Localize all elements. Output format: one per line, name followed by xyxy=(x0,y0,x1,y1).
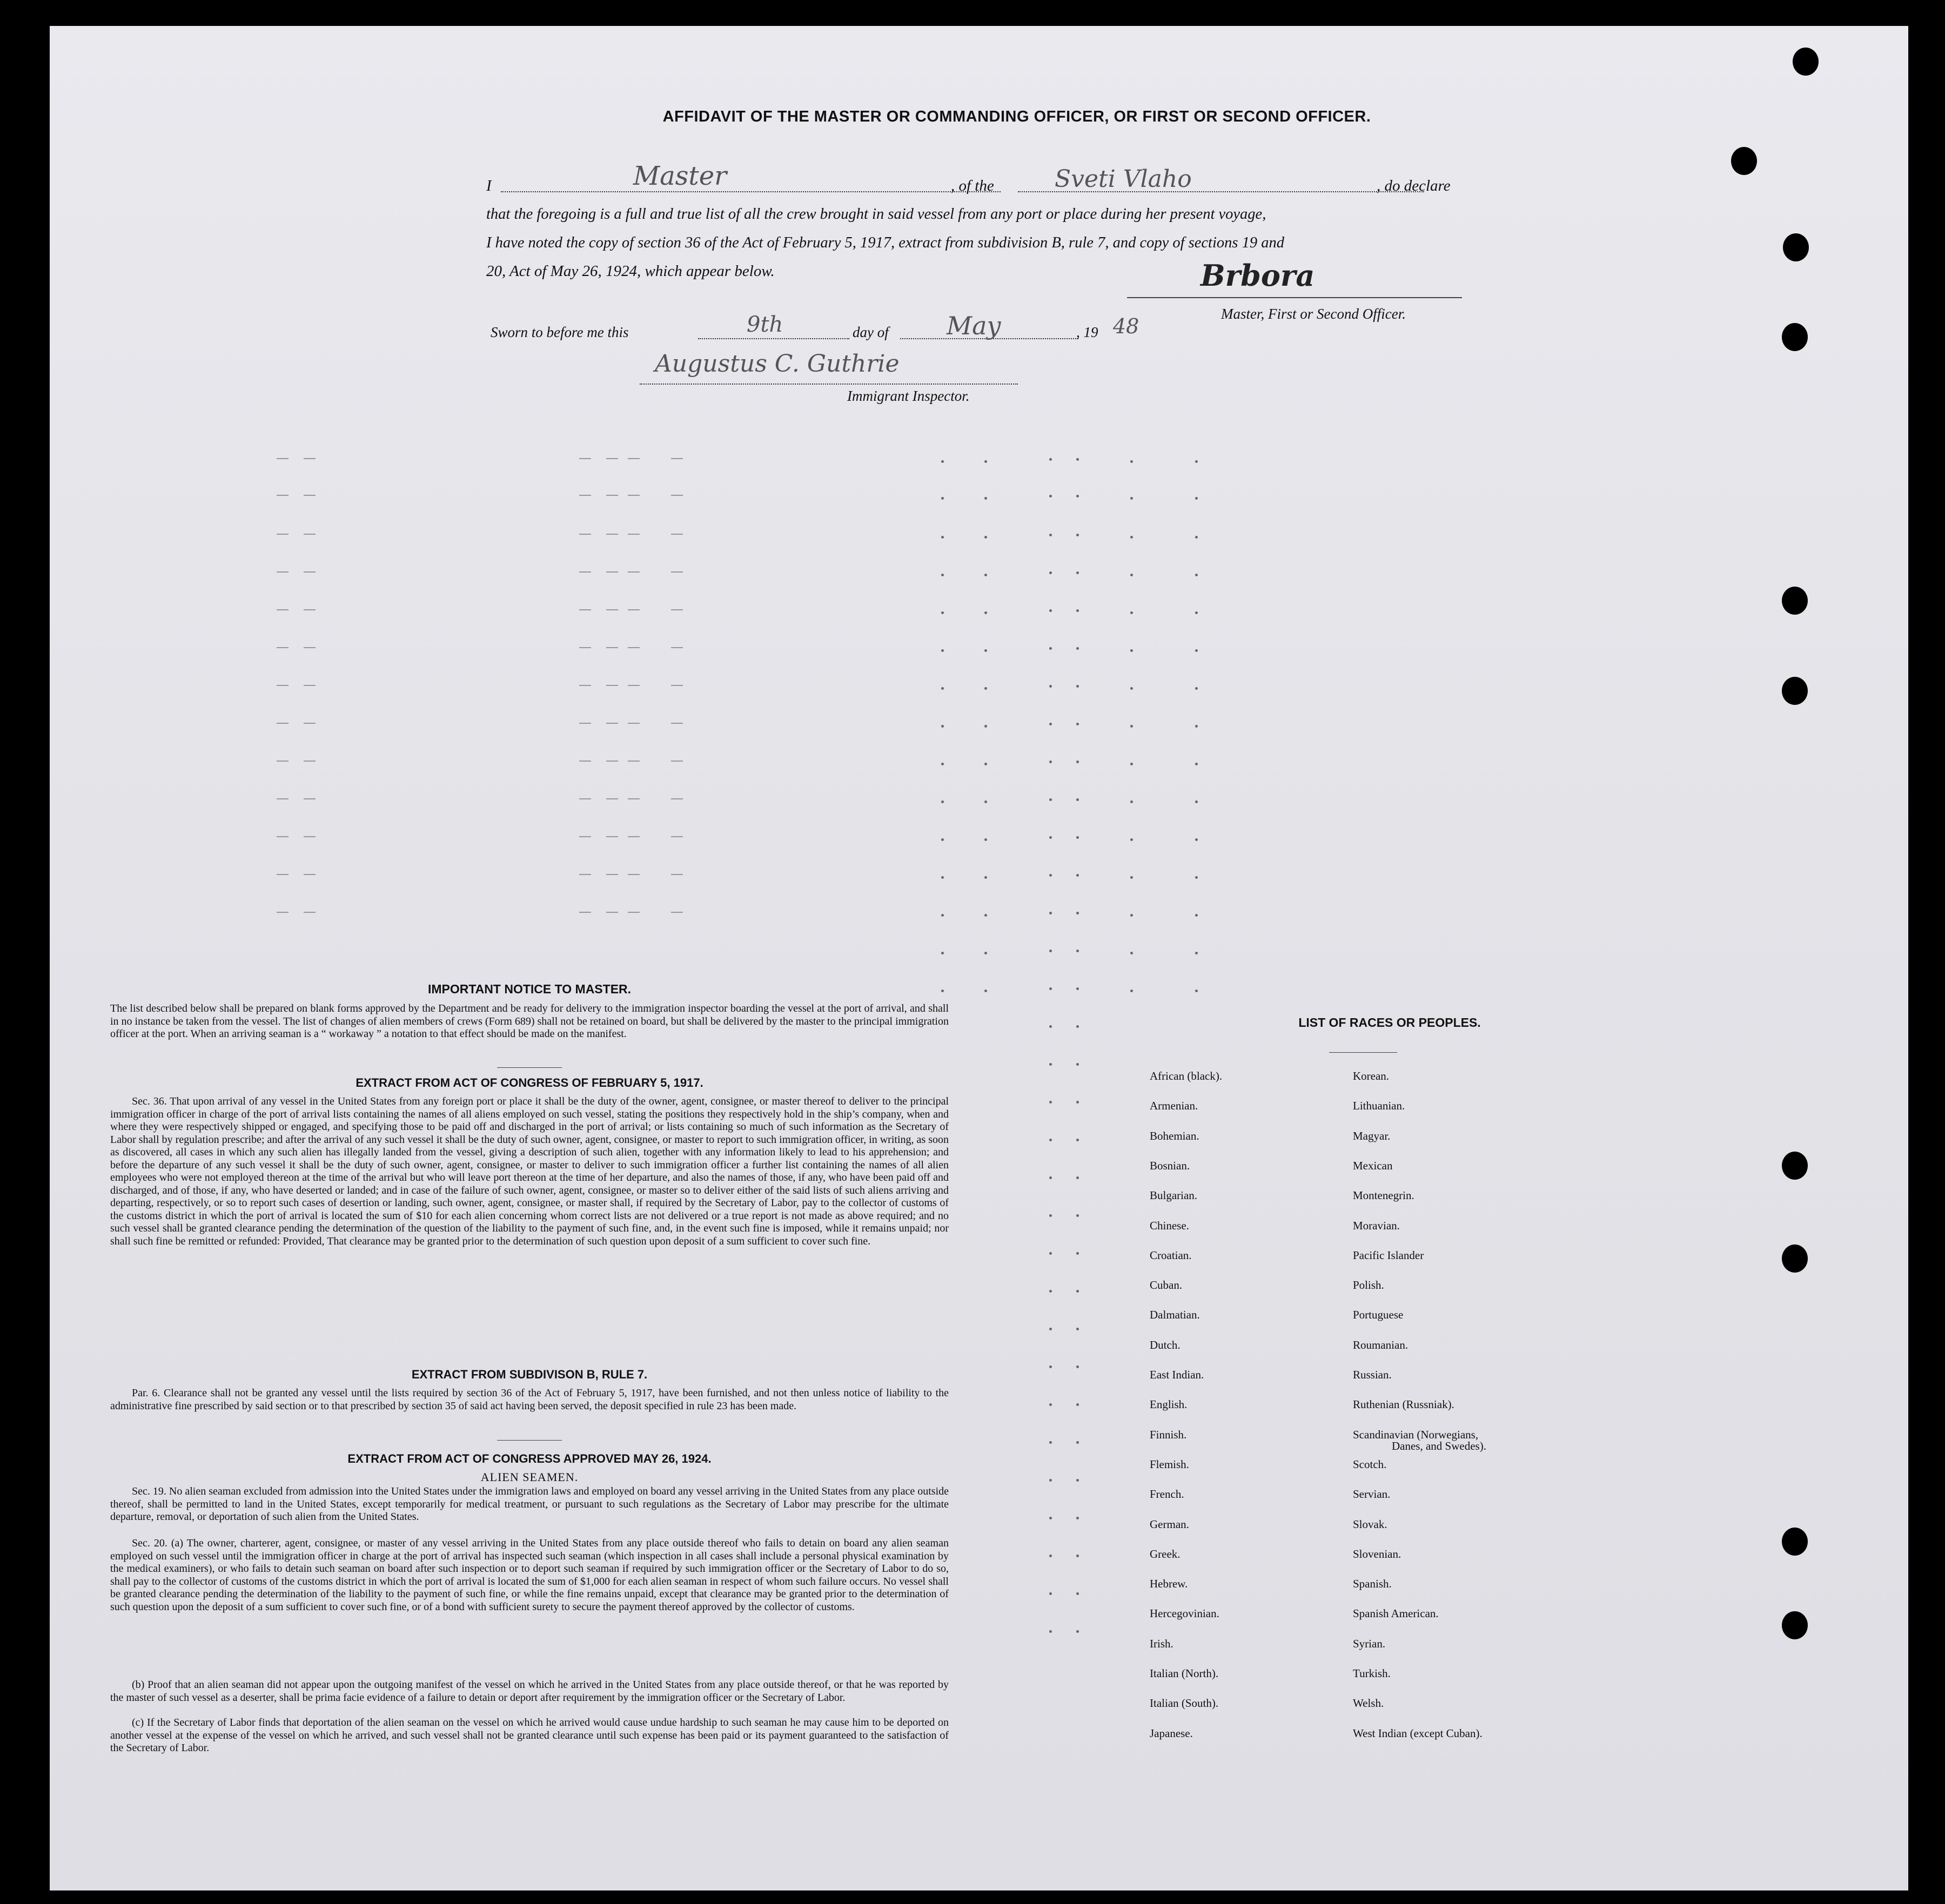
bleed-through-dot xyxy=(1076,1252,1079,1255)
bleed-through-dash xyxy=(277,874,289,875)
extract3-sec20a: Sec. 20. (a) The owner, charterer, agent, consignee, or master of any vessel arriving in the United States from any place outside thereof who fails to detain on board any alien seaman employed on such vessel until the immigration officer in charge at the port of arrival has inspected such seaman (which inspection in all cases shall include a personal physical examination by the medical examiners), or who fails to detain such seaman on board after such inspection or to deport such seaman if required by such immigration officer or the Secretary of Labor to do so, shall pay to the collector of customs of the customs district in which the port of arrival is located the sum of $1,000 for each alien seaman in respect of whom such failure occurs. No vessel shall be granted clearance pending the determination of the liability to the payment of such fine, or while the fine remains unpaid, except that clearance may be granted prior to the determination of such question upon the deposit of a sum sufficient to cover such fine, or of a bond with sufficient surety to secure the payment thereof approved by the collector of customs. xyxy=(110,1537,949,1613)
race-item: Flemish. xyxy=(1150,1457,1189,1471)
bleed-through-dot xyxy=(941,800,944,803)
race-item: Servian. xyxy=(1353,1488,1391,1501)
bleed-through-dot xyxy=(1049,912,1052,914)
bleed-through-dash xyxy=(606,534,618,535)
bleed-through-dot xyxy=(1076,1403,1079,1406)
rank-handwritten: Master xyxy=(633,161,727,191)
bleed-through-dot xyxy=(1076,1290,1079,1293)
bleed-through-dot xyxy=(984,460,987,463)
bleed-through-dot xyxy=(1076,798,1079,801)
bleed-through-dash xyxy=(628,761,640,762)
race-item: Mexican xyxy=(1353,1159,1393,1172)
bleed-through-dash xyxy=(304,723,316,724)
bleed-through-dash xyxy=(628,912,640,913)
bleed-through-dot xyxy=(1076,458,1079,461)
bleed-through-dot xyxy=(1130,536,1133,539)
bleed-through-dash xyxy=(277,571,289,573)
bleed-through-dot xyxy=(1195,497,1198,500)
bleed-through-dot xyxy=(1130,800,1133,803)
bleed-through-dash xyxy=(628,798,640,799)
bleed-through-dot xyxy=(984,536,987,539)
races-divider xyxy=(1329,1052,1397,1053)
race-item: Japanese. xyxy=(1150,1726,1193,1740)
bleed-through-dot xyxy=(1049,685,1052,688)
extract2-body: Par. 6. Clearance shall not be granted any vessel until the lists required by section 36 of the Act of February 5, 1917, have been furnished, and not then unless notice of liability to the administrative fine prescribed by said section or to that prescribed by section 35 of said act having been served, the deposit specified in rule 23 has been made. xyxy=(110,1387,949,1412)
extract3-title: EXTRACT FROM ACT OF CONGRESS APPROVED MAY 26, 1924. xyxy=(347,1452,712,1465)
affidavit-of-the: , of the xyxy=(951,177,994,194)
race-item: Portuguese xyxy=(1353,1308,1404,1322)
inspector-underline xyxy=(640,384,1018,385)
race-item: Ruthenian (Russniak). xyxy=(1353,1398,1454,1411)
bleed-through-dot xyxy=(1195,952,1198,954)
race-item: African (black). xyxy=(1150,1069,1223,1082)
rank-underline xyxy=(501,191,1001,192)
race-item: Cuban. xyxy=(1150,1279,1183,1292)
race-item: Hercegovinian. xyxy=(1150,1607,1219,1620)
bleed-through-dot xyxy=(984,574,987,576)
bleed-through-dot xyxy=(1130,838,1133,841)
bleed-through-dash xyxy=(671,647,683,648)
sworn-year-prefix: , 19 xyxy=(1076,324,1098,340)
extract3-sec19: Sec. 19. No alien seaman excluded from admission into the United States under the immigration laws and employed on board any vessel arriving in the United States from any place outside thereof, shall be permitted to land in the United States, except temporarily for medical treatment, or pursuant to such regulations as the Secretary of Labor may prescribe for the ultimate departure, removal, or deportation of such alien from the United States. xyxy=(110,1485,949,1523)
bleed-through-dot xyxy=(1049,1139,1052,1141)
bleed-through-dash xyxy=(304,685,316,686)
sworn-day-of: day of xyxy=(853,324,889,340)
bleed-through-dot xyxy=(1130,876,1133,879)
bleed-through-dash xyxy=(671,685,683,686)
bleed-through-dash xyxy=(304,798,316,799)
officer-signature-caption: Master, First or Second Officer. xyxy=(1221,306,1406,322)
bleed-through-dot xyxy=(941,497,944,500)
bleed-through-dot xyxy=(1049,1592,1052,1595)
race-item: East Indian. xyxy=(1150,1368,1204,1381)
bleed-through-dot xyxy=(1130,763,1133,765)
bleed-through-dot xyxy=(1049,1063,1052,1066)
bleed-through-dot xyxy=(984,687,987,690)
sworn-year-handwritten: 48 xyxy=(1113,314,1139,338)
bleed-through-dash xyxy=(277,912,289,913)
race-item: French. xyxy=(1150,1488,1184,1501)
bleed-through-dash xyxy=(628,495,640,496)
bleed-through-dot xyxy=(984,838,987,841)
bleed-through-dot xyxy=(984,876,987,879)
bleed-through-dash xyxy=(277,723,289,724)
affidavit-do-declare: , do declare xyxy=(1377,177,1451,194)
bleed-through-dot xyxy=(984,763,987,765)
bleed-through-dot xyxy=(1049,836,1052,839)
bleed-through-dot xyxy=(1195,687,1198,690)
bleed-through-dot xyxy=(1076,1441,1079,1444)
affidavit-line3: I have noted the copy of section 36 of the Act of February 5, 1917, extract from subdivision B, rule 7, and copy of sections 19 and xyxy=(486,234,1284,251)
bleed-through-dot xyxy=(1049,1517,1052,1519)
bleed-through-dot xyxy=(1130,914,1133,917)
notice-title: IMPORTANT NOTICE TO MASTER. xyxy=(427,982,632,996)
bleed-through-dash xyxy=(277,647,289,648)
bleed-through-dash xyxy=(304,571,316,573)
bleed-through-dash xyxy=(304,495,316,496)
bleed-through-dash xyxy=(579,647,591,648)
extract3-sec20b: (b) Proof that an alien seaman did not appear upon the outgoing manifest of the vessel on which he arrived in the United States from any place outside thereof, or that he was reported by the master of such vessel as a deserter, shall be prima facie evidence of a failure to detain or deport after requirement by the immigration officer or the Secretary of Labor. xyxy=(110,1679,949,1704)
bleed-through-dash xyxy=(606,647,618,648)
race-item: Italian (North). xyxy=(1150,1667,1219,1680)
bleed-through-dot xyxy=(984,990,987,992)
extract2-title: EXTRACT FROM SUBDIVISON B, RULE 7. xyxy=(411,1368,648,1381)
extract3-subtitle: ALIEN SEAMEN. xyxy=(480,1470,579,1484)
bleed-through-dot xyxy=(1049,495,1052,497)
vessel-handwritten: Sveti Vlaho xyxy=(1055,165,1192,193)
affidavit-line2: that the foregoing is a full and true list of all the crew brought in said vessel from any port or place during her present voyage, xyxy=(486,206,1266,223)
bleed-through-dot xyxy=(1076,1025,1079,1028)
document-page xyxy=(50,26,1908,1890)
bleed-through-dash xyxy=(579,495,591,496)
bleed-through-dash xyxy=(304,761,316,762)
bleed-through-dash xyxy=(671,458,683,459)
bleed-through-dot xyxy=(1195,649,1198,652)
bleed-through-dash xyxy=(628,874,640,875)
bleed-through-dot xyxy=(1195,990,1198,992)
bleed-through-dash xyxy=(671,798,683,799)
bleed-through-dot xyxy=(1076,1630,1079,1633)
bleed-through-dot xyxy=(1076,534,1079,536)
bleed-through-dot xyxy=(1076,950,1079,952)
bleed-through-dot xyxy=(1049,723,1052,725)
sworn-day-underline xyxy=(698,338,849,339)
bleed-through-dot xyxy=(1195,574,1198,576)
bleed-through-dot xyxy=(1195,914,1198,917)
bleed-through-dot xyxy=(941,990,944,992)
bleed-through-dash xyxy=(277,761,289,762)
bleed-through-dot xyxy=(984,725,987,728)
race-item: German. xyxy=(1150,1517,1189,1531)
bleed-through-dash xyxy=(606,912,618,913)
race-item: Italian (South). xyxy=(1150,1697,1219,1710)
bleed-through-dash xyxy=(277,836,289,837)
binder-hole xyxy=(1782,1244,1808,1273)
bleed-through-dash xyxy=(606,458,618,459)
bleed-through-dash xyxy=(579,836,591,837)
race-item: Russian. xyxy=(1353,1368,1392,1381)
race-item: Bohemian. xyxy=(1150,1129,1199,1142)
bleed-through-dash xyxy=(304,609,316,610)
bleed-through-dash xyxy=(671,836,683,837)
bleed-through-dot xyxy=(941,876,944,879)
bleed-through-dot xyxy=(1049,1290,1052,1293)
affidavit-line1-prefix: I xyxy=(486,177,492,194)
bleed-through-dot xyxy=(1195,876,1198,879)
bleed-through-dot xyxy=(1076,1517,1079,1519)
bleed-through-dot xyxy=(1076,1176,1079,1179)
binder-hole xyxy=(1731,147,1757,175)
bleed-through-dot xyxy=(1049,609,1052,612)
bleed-through-dash xyxy=(579,609,591,610)
race-item: Spanish American. xyxy=(1353,1607,1439,1620)
bleed-through-dot xyxy=(984,800,987,803)
bleed-through-dash xyxy=(579,685,591,686)
bleed-through-dash xyxy=(606,798,618,799)
bleed-through-dot xyxy=(1049,761,1052,763)
race-item: Dalmatian. xyxy=(1150,1308,1200,1322)
bleed-through-dash xyxy=(277,495,289,496)
bleed-through-dot xyxy=(1076,647,1079,650)
bleed-through-dash xyxy=(628,534,640,535)
bleed-through-dot xyxy=(1076,987,1079,990)
bleed-through-dot xyxy=(1049,1328,1052,1330)
bleed-through-dot xyxy=(941,611,944,614)
bleed-through-dot xyxy=(1049,571,1052,574)
bleed-through-dot xyxy=(1076,609,1079,612)
bleed-through-dash xyxy=(579,874,591,875)
bleed-through-dash xyxy=(671,534,683,535)
binder-hole xyxy=(1782,323,1808,351)
bleed-through-dot xyxy=(941,536,944,539)
bleed-through-dot xyxy=(1049,647,1052,650)
bleed-through-dot xyxy=(1076,1479,1079,1482)
bleed-through-dash xyxy=(606,723,618,724)
bleed-through-dot xyxy=(1049,987,1052,990)
bleed-through-dot xyxy=(941,838,944,841)
race-item: Roumanian. xyxy=(1353,1338,1409,1351)
bleed-through-dot xyxy=(941,460,944,463)
bleed-through-dash xyxy=(671,723,683,724)
bleed-through-dot xyxy=(1130,574,1133,576)
bleed-through-dot xyxy=(1049,1176,1052,1179)
bleed-through-dot xyxy=(1076,1592,1079,1595)
race-item: Spanish. xyxy=(1353,1577,1392,1591)
race-item: Lithuanian. xyxy=(1353,1099,1405,1113)
bleed-through-dot xyxy=(1076,1214,1079,1217)
bleed-through-dot xyxy=(941,763,944,765)
bleed-through-dot xyxy=(1049,1630,1052,1633)
binder-hole xyxy=(1782,1528,1808,1556)
bleed-through-dot xyxy=(1049,1025,1052,1028)
bleed-through-dot xyxy=(1130,611,1133,614)
officer-signature: Brbora xyxy=(1200,258,1315,293)
bleed-through-dash xyxy=(671,609,683,610)
race-item: Montenegrin. xyxy=(1353,1189,1414,1202)
bleed-through-dash xyxy=(628,723,640,724)
bleed-through-dot xyxy=(1076,761,1079,763)
race-item: Moravian. xyxy=(1353,1219,1400,1232)
bleed-through-dash xyxy=(579,912,591,913)
race-item: Finnish. xyxy=(1150,1428,1187,1441)
bleed-through-dot xyxy=(1049,1365,1052,1368)
notice-divider xyxy=(497,1067,562,1068)
race-item: Pacific Islander xyxy=(1353,1248,1424,1262)
bleed-through-dash xyxy=(606,761,618,762)
bleed-through-dash xyxy=(277,609,289,610)
affidavit-title: AFFIDAVIT OF THE MASTER OR COMMANDING OFFICER, OR FIRST OR SECOND OFFICER. xyxy=(662,108,1371,125)
sworn-month-handwritten: May xyxy=(947,311,1001,340)
bleed-through-dash xyxy=(606,609,618,610)
bleed-through-dot xyxy=(1130,687,1133,690)
bleed-through-dash xyxy=(304,912,316,913)
bleed-through-dash xyxy=(628,685,640,686)
bleed-through-dash xyxy=(628,458,640,459)
bleed-through-dot xyxy=(1049,798,1052,801)
bleed-through-dash xyxy=(671,761,683,762)
binder-hole xyxy=(1782,587,1808,615)
race-item: Scotch. xyxy=(1353,1457,1387,1471)
bleed-through-dot xyxy=(1049,950,1052,952)
race-item: Bosnian. xyxy=(1150,1159,1190,1172)
bleed-through-dot xyxy=(1049,1214,1052,1217)
extract1-body: Sec. 36. That upon arrival of any vessel in the United States from any foreign port or place it shall be the duty of the owner, agent, consignee, or master thereof to deliver to the principal immigration officer in charge of the port of arrival lists containing the names of all aliens employed on such vessel, stating the positions they respectively hold in the ship’s company, when and where they were respectively shipped or engaged, and specifying those to be paid off and discharged in the port of arrival; or lists containing so much of such information as the Secretary of Labor shall by regulation prescribe; and after the arrival of any such vessel it shall be the duty of such owner, agent, consignee, or master to report to such immigration officer, in writing, as soon as discovered, all cases in which any such alien has illegally landed from the vessel, giving a description of such alien, together with any information likely to lead to his apprehension; and before the departure of any such vessel it shall be the duty of such owner, agent, consignee, or master to deliver to such immigration officer a further list containing the names of all alien employees who were not employed thereon at the time of the arrival but who will leave port thereon at the time of her departure, and also the names of those, if any, who have been paid off and discharged, and of those, if any, who have deserted or landed; and in case of the failure of such owner, agent, consignee, or master so to deliver either of the said lists of such aliens arriving and departing, respectively, or so to report such cases of desertion or landing, such owner, agent, consignee, or master shall, if required by the Secretary of Labor, pay to the collector of customs of the customs district in which the port of arrival is located the sum of $10 for each alien concerning whom correct lists are not delivered or a true report is not made as above required; and no such vessel shall be granted clearance pending the determination of the question of the liability to the payment of such fine, and, in the event such fine is imposed, while it remains unpaid; nor shall such fine be remitted or refunded: Provided, That clearance may be granted prior to the determination of such question upon deposit of a sum sufficient to cover such fine. xyxy=(110,1095,949,1247)
race-item: Scandinavian (Norwegians, xyxy=(1353,1428,1479,1441)
bleed-through-dot xyxy=(1076,1328,1079,1330)
bleed-through-dash xyxy=(628,571,640,573)
bleed-through-dot xyxy=(1076,1365,1079,1368)
bleed-through-dash xyxy=(628,609,640,610)
bleed-through-dot xyxy=(1195,838,1198,841)
race-item: Hebrew. xyxy=(1150,1577,1188,1591)
race-item: Syrian. xyxy=(1353,1637,1386,1650)
bleed-through-dot xyxy=(1130,990,1133,992)
bleed-through-dot xyxy=(1076,1101,1079,1104)
bleed-through-dot xyxy=(1195,800,1198,803)
bleed-through-dot xyxy=(1076,723,1079,725)
race-item: Bulgarian. xyxy=(1150,1189,1198,1202)
binder-hole xyxy=(1782,677,1808,705)
race-item: Turkish. xyxy=(1353,1667,1391,1680)
bleed-through-dot xyxy=(1130,725,1133,728)
bleed-through-dash xyxy=(606,874,618,875)
bleed-through-dot xyxy=(1049,534,1052,536)
bleed-through-dot xyxy=(1195,460,1198,463)
bleed-through-dot xyxy=(1076,495,1079,497)
bleed-through-dot xyxy=(1049,458,1052,461)
extract2-divider xyxy=(497,1440,562,1441)
race-item: Welsh. xyxy=(1353,1697,1384,1710)
bleed-through-dash xyxy=(579,458,591,459)
binder-hole xyxy=(1783,233,1809,261)
bleed-through-dash xyxy=(606,685,618,686)
bleed-through-dot xyxy=(941,649,944,652)
bleed-through-dash xyxy=(277,685,289,686)
bleed-through-dash xyxy=(277,458,289,459)
race-item: Dutch. xyxy=(1150,1338,1181,1351)
bleed-through-dot xyxy=(1076,1063,1079,1066)
bleed-through-dot xyxy=(941,914,944,917)
race-item: Magyar. xyxy=(1353,1129,1391,1142)
bleed-through-dot xyxy=(941,687,944,690)
bleed-through-dot xyxy=(941,725,944,728)
race-item: Chinese. xyxy=(1150,1219,1189,1232)
bleed-through-dot xyxy=(984,914,987,917)
bleed-through-dash xyxy=(277,798,289,799)
bleed-through-dot xyxy=(1076,912,1079,914)
bleed-through-dash xyxy=(671,874,683,875)
races-title: LIST OF RACES OR PEOPLES. xyxy=(1298,1015,1481,1030)
bleed-through-dash xyxy=(579,798,591,799)
bleed-through-dot xyxy=(941,952,944,954)
bleed-through-dash xyxy=(277,534,289,535)
bleed-through-dot xyxy=(1049,1441,1052,1444)
inspector-caption: Immigrant Inspector. xyxy=(847,388,970,404)
sworn-day-handwritten: 9th xyxy=(747,312,783,337)
bleed-through-dot xyxy=(941,574,944,576)
bleed-through-dash xyxy=(304,836,316,837)
race-item: Polish. xyxy=(1353,1279,1384,1292)
bleed-through-dash xyxy=(579,534,591,535)
bleed-through-dot xyxy=(1049,1479,1052,1482)
race-item: Armenian. xyxy=(1150,1099,1198,1113)
bleed-through-dot xyxy=(1130,460,1133,463)
extract3-sec20c: (c) If the Secretary of Labor finds that deportation of the alien seaman on the vessel on which he arrived would cause undue hardship to such seaman he may cause him to be deported on another vessel at the expense of the vessel on which he arrived, and such vessel shall not be granted clearance until such expense has been paid or its payment guaranteed to the satisfaction of the Secretary of Labor. xyxy=(110,1717,949,1754)
bleed-through-dot xyxy=(1130,952,1133,954)
bleed-through-dash xyxy=(606,836,618,837)
officer-signature-line xyxy=(1127,297,1462,298)
bleed-through-dot xyxy=(984,649,987,652)
bleed-through-dot xyxy=(1076,1139,1079,1141)
bleed-through-dot xyxy=(984,497,987,500)
bleed-through-dot xyxy=(1049,1555,1052,1557)
extract1-title: EXTRACT FROM ACT OF CONGRESS OF FEBRUARY 5, 1917. xyxy=(356,1076,703,1089)
bleed-through-dot xyxy=(1076,836,1079,839)
race-item: English. xyxy=(1150,1398,1188,1411)
bleed-through-dash xyxy=(304,458,316,459)
bleed-through-dot xyxy=(1076,874,1079,877)
bleed-through-dash xyxy=(606,495,618,496)
binder-hole xyxy=(1782,1611,1808,1639)
bleed-through-dot xyxy=(1195,536,1198,539)
bleed-through-dot xyxy=(984,611,987,614)
race-item: West Indian (except Cuban). xyxy=(1353,1726,1483,1740)
bleed-through-dot xyxy=(1076,685,1079,688)
bleed-through-dash xyxy=(579,723,591,724)
bleed-through-dash xyxy=(628,836,640,837)
bleed-through-dot xyxy=(1195,725,1198,728)
race-item: Greek. xyxy=(1150,1547,1181,1560)
race-item: Irish. xyxy=(1150,1637,1173,1650)
bleed-through-dash xyxy=(304,874,316,875)
bleed-through-dot xyxy=(984,952,987,954)
bleed-through-dash xyxy=(628,647,640,648)
race-item: Croatian. xyxy=(1150,1248,1192,1262)
bleed-through-dot xyxy=(1049,1252,1052,1255)
race-item: Slovak. xyxy=(1353,1517,1387,1531)
binder-hole xyxy=(1793,48,1819,76)
sworn-prefix: Sworn to before me this xyxy=(491,324,629,340)
bleed-through-dot xyxy=(1076,1555,1079,1557)
race-item: Korean. xyxy=(1353,1069,1390,1082)
race-scandinavian-continued: Danes, and Swedes). xyxy=(1392,1439,1486,1452)
bleed-through-dot xyxy=(1049,1101,1052,1104)
notice-body: The list described below shall be prepared on blank forms approved by the Department and be ready for delivery to the immigration inspector boarding the vessel at the port of arrival, and shall in no instance be taken from the vessel. The list of changes of alien members of crews (Form 689) shall not be retained on board, but shall be delivered by the master to the principal immigration officer at the port. When an arriving seaman is a “ workaway ” a notation to that effect should be made on the manifest. xyxy=(110,1003,949,1040)
bleed-through-dash xyxy=(304,647,316,648)
bleed-through-dash xyxy=(606,571,618,573)
inspector-signature: Augustus C. Guthrie xyxy=(655,350,900,378)
race-item: Slovenian. xyxy=(1353,1547,1401,1560)
bleed-through-dash xyxy=(579,761,591,762)
bleed-through-dash xyxy=(579,571,591,573)
bleed-through-dot xyxy=(1076,571,1079,574)
bleed-through-dash xyxy=(671,495,683,496)
affidavit-line4: 20, Act of May 26, 1924, which appear below. xyxy=(486,263,775,280)
bleed-through-dot xyxy=(1130,497,1133,500)
bleed-through-dot xyxy=(1049,1403,1052,1406)
bleed-through-dash xyxy=(304,534,316,535)
bleed-through-dash xyxy=(671,912,683,913)
bleed-through-dot xyxy=(1195,611,1198,614)
bleed-through-dot xyxy=(1130,649,1133,652)
bleed-through-dot xyxy=(1049,874,1052,877)
bleed-through-dot xyxy=(1195,763,1198,765)
binder-hole xyxy=(1782,1152,1808,1180)
bleed-through-dash xyxy=(671,571,683,573)
